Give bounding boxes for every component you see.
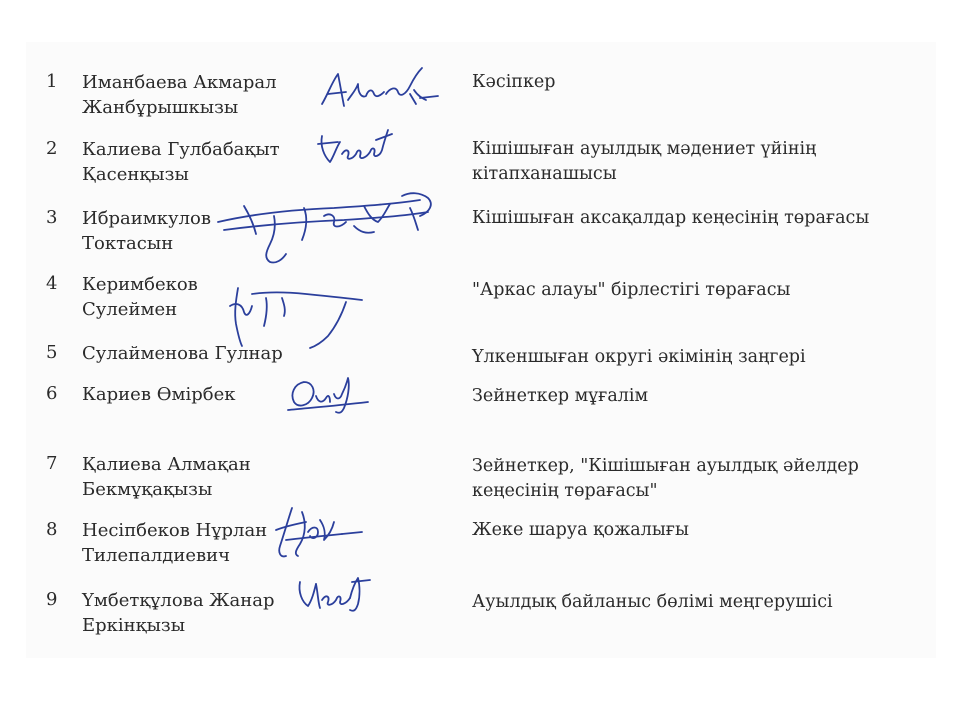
person-role: Кішішыған ауылдық мәдениет үйінің кітапханашысы xyxy=(472,139,817,184)
signature-6-icon xyxy=(284,372,376,416)
table-row xyxy=(0,382,960,442)
table-row xyxy=(0,588,960,648)
person-role: Жеке шаруа қожалығы xyxy=(472,520,689,540)
table-row xyxy=(0,272,960,332)
person-name: Сулайменова Гулнар xyxy=(82,343,283,364)
row-number: 1 xyxy=(46,71,58,92)
person-name: Керимбеков Сулеймен xyxy=(82,274,198,320)
person-name: Үмбетқұлова Жанар Еркінқызы xyxy=(82,590,275,636)
table-row xyxy=(0,518,960,578)
person-name: Калиева Гулбабақыт Қасенқызы xyxy=(82,139,280,185)
signature-2-icon xyxy=(316,126,396,174)
person-role: Зейнеткер мұғалім xyxy=(472,386,649,406)
row-number: 9 xyxy=(46,589,58,610)
signature-8-icon xyxy=(272,500,368,562)
person-role: Кәсіпкер xyxy=(472,72,556,92)
row-number: 2 xyxy=(46,138,58,159)
signature-9-icon xyxy=(294,572,374,616)
signature-1-icon xyxy=(318,64,442,116)
row-number: 7 xyxy=(46,453,58,474)
row-number: 3 xyxy=(46,207,58,228)
table-row xyxy=(0,452,960,512)
person-role: Ауылдық байланыс бөлімі меңгерушісі xyxy=(472,592,833,612)
person-name: Несіпбеков Нұрлан Тилепалдиевич xyxy=(82,520,268,566)
person-name: Қалиева Алмақан Бекмұқақызы xyxy=(82,454,251,500)
signature-4-icon xyxy=(226,284,366,350)
table-row xyxy=(0,137,960,197)
row-number: 4 xyxy=(46,273,58,294)
person-name: Иманбаева Акмарал Жанбұрышкызы xyxy=(82,72,277,118)
table-row xyxy=(0,70,960,130)
person-role: Зейнеткер, "Кішішыған ауылдық әйелдер кеңесінің төрағасы" xyxy=(472,456,859,501)
signature-3-icon xyxy=(214,186,444,270)
person-role: "Аркас алауы" бірлестігі төрағасы xyxy=(472,280,791,300)
row-number: 6 xyxy=(46,383,58,404)
person-name: Ибраимкулов Токтасын xyxy=(82,208,212,254)
row-number: 8 xyxy=(46,519,58,540)
person-name: Кариев Өмірбек xyxy=(82,384,236,405)
row-number: 5 xyxy=(46,342,58,363)
person-role: Үлкеншыған округі әкімінің заңгері xyxy=(472,347,806,367)
person-role: Кішішыған аксақалдар кеңесінің төрағасы xyxy=(472,208,870,228)
table-row xyxy=(0,206,960,266)
